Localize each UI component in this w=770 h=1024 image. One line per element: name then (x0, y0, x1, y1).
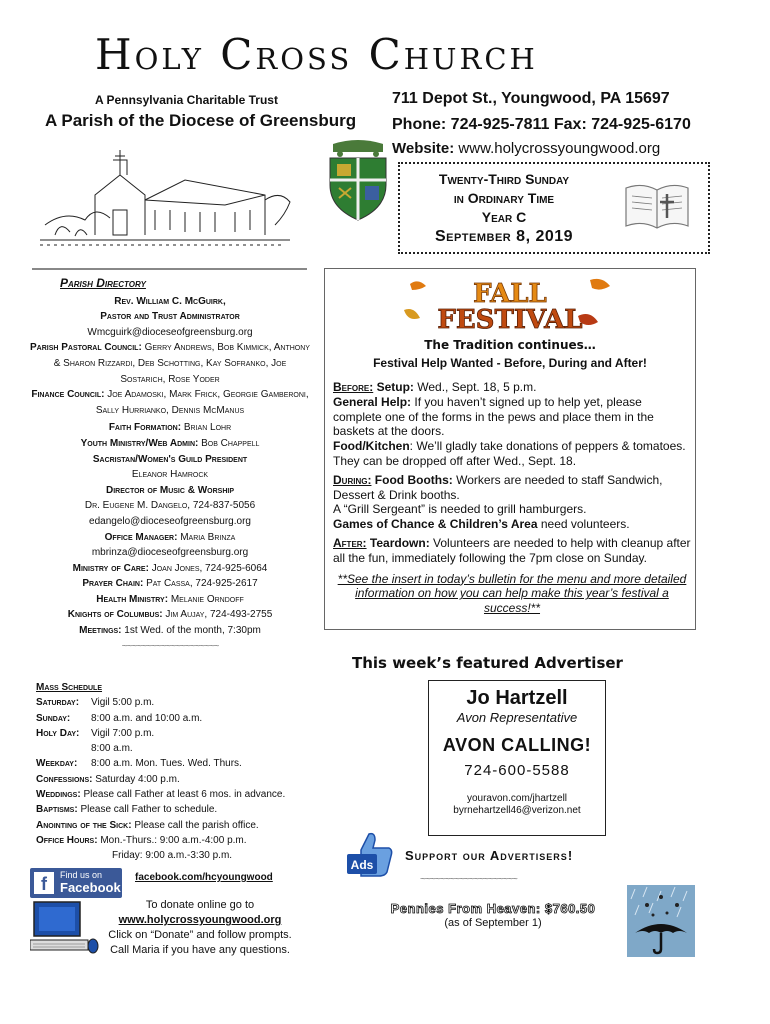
care-entry (30, 561, 310, 577)
food-booths-text: Workers are needed to staff Sandwich, Dessert & Drink booths. (333, 472, 663, 502)
thumbs-up-ads-icon (345, 830, 395, 878)
advertiser-email[interactable]: byrnehartzell46@verizon.net (453, 805, 581, 816)
general-help-label: General Help: (333, 394, 412, 409)
baptisms-value: Please call Father to schedule. (80, 804, 218, 816)
after-section (333, 536, 691, 566)
baptisms-label: Baptisms: (36, 804, 78, 816)
meetings-label: Meetings: (79, 625, 122, 637)
office-email[interactable]: mbrinza@dioceseofgreensburg.org (91, 547, 249, 559)
church-website (392, 140, 660, 157)
food-booths-label: Food Booths: (374, 472, 453, 487)
food-kitchen-label: Food/Kitchen (333, 439, 410, 454)
header-divider (32, 268, 307, 270)
festival-logo-line-1: FALL (473, 279, 547, 309)
anointing-value: Please call the parish office. (134, 819, 259, 831)
confessions-value: Saturday 4:00 p.m. (95, 773, 180, 785)
before-section (333, 380, 691, 469)
faith-label: Faith Formation: (108, 422, 182, 434)
advertiser-ad (428, 680, 606, 836)
church-phone-fax: Phone: 724-925-7811 Fax: 724-925-6170 (392, 116, 691, 133)
holyday-value-2: 8:00 a.m. (91, 743, 133, 755)
confessions-label: Confessions: (36, 773, 93, 785)
pennies-from-heaven-total: Pennies From Heaven: $760.50 (390, 901, 596, 916)
games-label: Games of Chance & Children’s Area (333, 517, 538, 532)
holyday-value: Vigil 7:00 p.m. (91, 727, 155, 739)
setup-text: Wed., Sept. 18, 5 p.m. (413, 380, 537, 394)
directory-divider: ~~~~~~~~~~~~~~~~~~~~ (121, 640, 219, 652)
health-entry (30, 592, 310, 608)
mass-weekday (36, 756, 326, 771)
festival-logo-line-2: FESTIVAL (437, 305, 583, 332)
music-name: Dr. Eugene M. Dangelo, 724-837-5056 (84, 500, 256, 512)
advertiser-website[interactable]: youravon.com/jhartzell (466, 793, 568, 804)
koc-value: Jim Aujay, 724-493-2755 (165, 609, 273, 621)
pastor-name: Rev. William C. McGuirk, (114, 295, 226, 307)
care-label: Ministry of Care: (72, 562, 149, 574)
facebook-icon: f (34, 872, 54, 894)
donate-line-3: Call Maria if you have any questions. (110, 944, 290, 956)
facebook-link[interactable]: facebook.com/hcyoungwood (135, 872, 273, 883)
festival-insert-note: **See the insert in today’s bulletin for the menu and more detailed information on how you can help make this year’s festival a success!** (337, 571, 687, 616)
pennies-as-of: (as of September 1) (444, 917, 542, 929)
faith-name: Brian Lohr (183, 422, 232, 434)
youth-label: Youth Ministry/Web Admin: (80, 437, 199, 449)
confessions-entry (36, 772, 326, 787)
office-label: Office Manager: (104, 531, 178, 543)
church-title: Holy Cross Church (95, 30, 538, 79)
sunday-line-2: in Ordinary Time (453, 190, 555, 206)
youth-entry (30, 436, 310, 452)
office-hours-value: Mon.-Thurs.: 9:00 a.m.-4:00 p.m. (100, 834, 247, 846)
bible-icon (622, 180, 692, 232)
saturday-value: Vigil 5:00 p.m. (91, 697, 155, 709)
facebook-badge[interactable] (30, 868, 122, 898)
mass-saturday (36, 695, 326, 710)
tradition-heading: The Tradition continues… (424, 338, 596, 352)
advertiser-role: Avon Representative (456, 710, 578, 725)
website-label: Website: (392, 140, 455, 157)
donate-line-1: To donate online go to (145, 899, 255, 911)
anointing-label: Anointing of the Sick: (36, 819, 132, 831)
finance-label: Finance Council: (31, 389, 105, 401)
during-label: During: (333, 472, 372, 487)
help-wanted-bold: Festival Help Wanted (373, 356, 494, 370)
finance-names: Joe Adamoski, Mark Frick, Georgie Gamberoni, Sally Hurrianko, Dennis McManus (95, 389, 309, 416)
setup-label: Setup: (376, 380, 414, 394)
donate-line-2: Click on “Donate” and follow prompts. (108, 929, 292, 941)
teardown-text: Volunteers are needed to help with cleanup after all the fun, immediately following the 7pm close on Sunday. (333, 535, 691, 565)
prayer-value: Pat Cassa, 724-925-2617 (146, 578, 258, 590)
fall-festival-logo (400, 276, 620, 332)
office-hours-friday: Friday: 9:00 a.m.-3:30 p.m. (112, 850, 233, 862)
sunday-value: 8:00 a.m. and 10:00 a.m. (91, 712, 203, 724)
weddings-entry (36, 787, 326, 802)
council-entry (30, 340, 310, 387)
meetings-value: 1st Wed. of the month, 7:30pm (124, 625, 261, 637)
teardown-label: Teardown: (369, 535, 430, 550)
care-value: Joan Jones, 724-925-6064 (151, 562, 268, 574)
faith-entry (30, 420, 310, 436)
koc-label: Knights of Columbus: (67, 609, 163, 621)
advertiser-name: Jo Hartzell (466, 687, 568, 709)
church-address: 711 Depot St., Youngwood, PA 15697 (392, 90, 670, 107)
baptisms-entry (36, 802, 326, 817)
parish-directory (30, 276, 310, 654)
sacristan-name: Eleanor Hamrock (131, 469, 209, 481)
council-names: Gerry Andrews, Bob Kimmick, Anthony & Sharon Rizzardi, Deb Schotting, Kay Sofranko, Joe Sostarich, Rose Yoder (53, 342, 310, 385)
youth-name: Bob Chappell (201, 437, 260, 449)
office-hours-entry (36, 833, 326, 848)
church-sketch-image (35, 140, 295, 250)
mass-schedule (36, 680, 326, 864)
mass-heading: Mass Schedule (36, 682, 103, 693)
meetings-entry (30, 623, 310, 639)
diocese-line: A Parish of the Diocese of Greensburg (45, 111, 357, 130)
sunday-date: September 8, 2019 (434, 228, 574, 245)
during-section (333, 473, 691, 532)
weekday-label: Weekday: (36, 758, 78, 770)
anointing-entry (36, 818, 326, 833)
directory-heading: Parish Directory (60, 276, 146, 290)
diocese-crest-icon (325, 140, 391, 222)
facebook-big-text: Facebook (60, 880, 121, 895)
sacristan-label: Sacristan/Women's Guild President (92, 453, 248, 465)
mass-holyday (36, 726, 326, 741)
computer-icon (30, 900, 100, 955)
help-wanted-heading (324, 356, 696, 370)
help-wanted-rest: - Before, During and After! (493, 356, 647, 370)
pastor-role: Pastor and Trust Administrator (100, 311, 240, 323)
food-kitchen-text: : We’ll gladly take donations of peppers & tomatoes. They can be dropped off after Wed., Sept. 18. (333, 439, 686, 468)
office-hours-label: Office Hours: (36, 834, 98, 846)
festival-details (333, 380, 691, 620)
mass-sunday (36, 711, 326, 726)
ads-icon-text: Ads (350, 858, 374, 872)
office-entry (30, 530, 310, 546)
website-link[interactable]: www.holycrossyoungwood.org (458, 140, 661, 157)
music-email[interactable]: edangelo@dioceseofgreensburg.org (89, 515, 251, 527)
donate-online-info (100, 898, 300, 958)
holyday-label: Holy Day: (36, 727, 80, 739)
sunday-label: Sunday: (36, 712, 71, 724)
council-label: Parish Pastoral Council: (30, 342, 142, 354)
after-label: After: (333, 535, 367, 550)
pastor-email[interactable]: Wmcguirk@dioceseofgreensburg.org (87, 326, 253, 338)
before-label: Before: (333, 380, 374, 394)
games-text: need volunteers. (537, 517, 630, 532)
prayer-label: Prayer Chain: (82, 578, 144, 590)
support-advertisers: Support our Advertisers! (405, 848, 574, 863)
liturgical-date (398, 170, 610, 246)
office-name: Maria Brinza (180, 531, 236, 543)
umbrella-icon (627, 885, 695, 957)
facebook-small-text: Find us on (60, 870, 103, 880)
sunday-line-1: Twenty-Third Sunday (438, 171, 570, 187)
koc-entry (30, 607, 310, 623)
advertiser-phone: 724-600-5588 (464, 762, 570, 779)
charitable-trust-line: A Pennsylvania Charitable Trust (95, 93, 278, 107)
saturday-label: Saturday: (36, 697, 80, 709)
general-help-text: If you haven’t signed up to help yet, please complete one of the forms in the pews and place them in the baskets at the doors. (333, 394, 654, 439)
health-label: Health Ministry: (96, 593, 169, 605)
grill-sergeant-text: A “Grill Sergeant” is needed to grill hamburgers. (333, 502, 587, 517)
weddings-value: Please call Father at least 6 mos. in advance. (83, 789, 286, 801)
music-label: Director of Music & Worship (106, 484, 234, 496)
advertiser-divider: ~~~~~~~~~~~~~~~~~~~~ (420, 874, 517, 885)
weddings-label: Weddings: (36, 789, 81, 801)
health-value: Melanie Orndoff (170, 593, 244, 605)
prayer-entry (30, 576, 310, 592)
finance-entry (30, 387, 310, 418)
advertiser-slogan: AVON CALLING! (442, 735, 592, 755)
donate-link[interactable]: www.holycrossyoungwood.org (118, 914, 282, 926)
featured-advertiser-heading: This week’s featured Advertiser (352, 654, 623, 672)
weekday-value: 8:00 a.m. Mon. Tues. Wed. Thurs. (91, 758, 242, 770)
sunday-line-3: Year C (481, 209, 527, 225)
